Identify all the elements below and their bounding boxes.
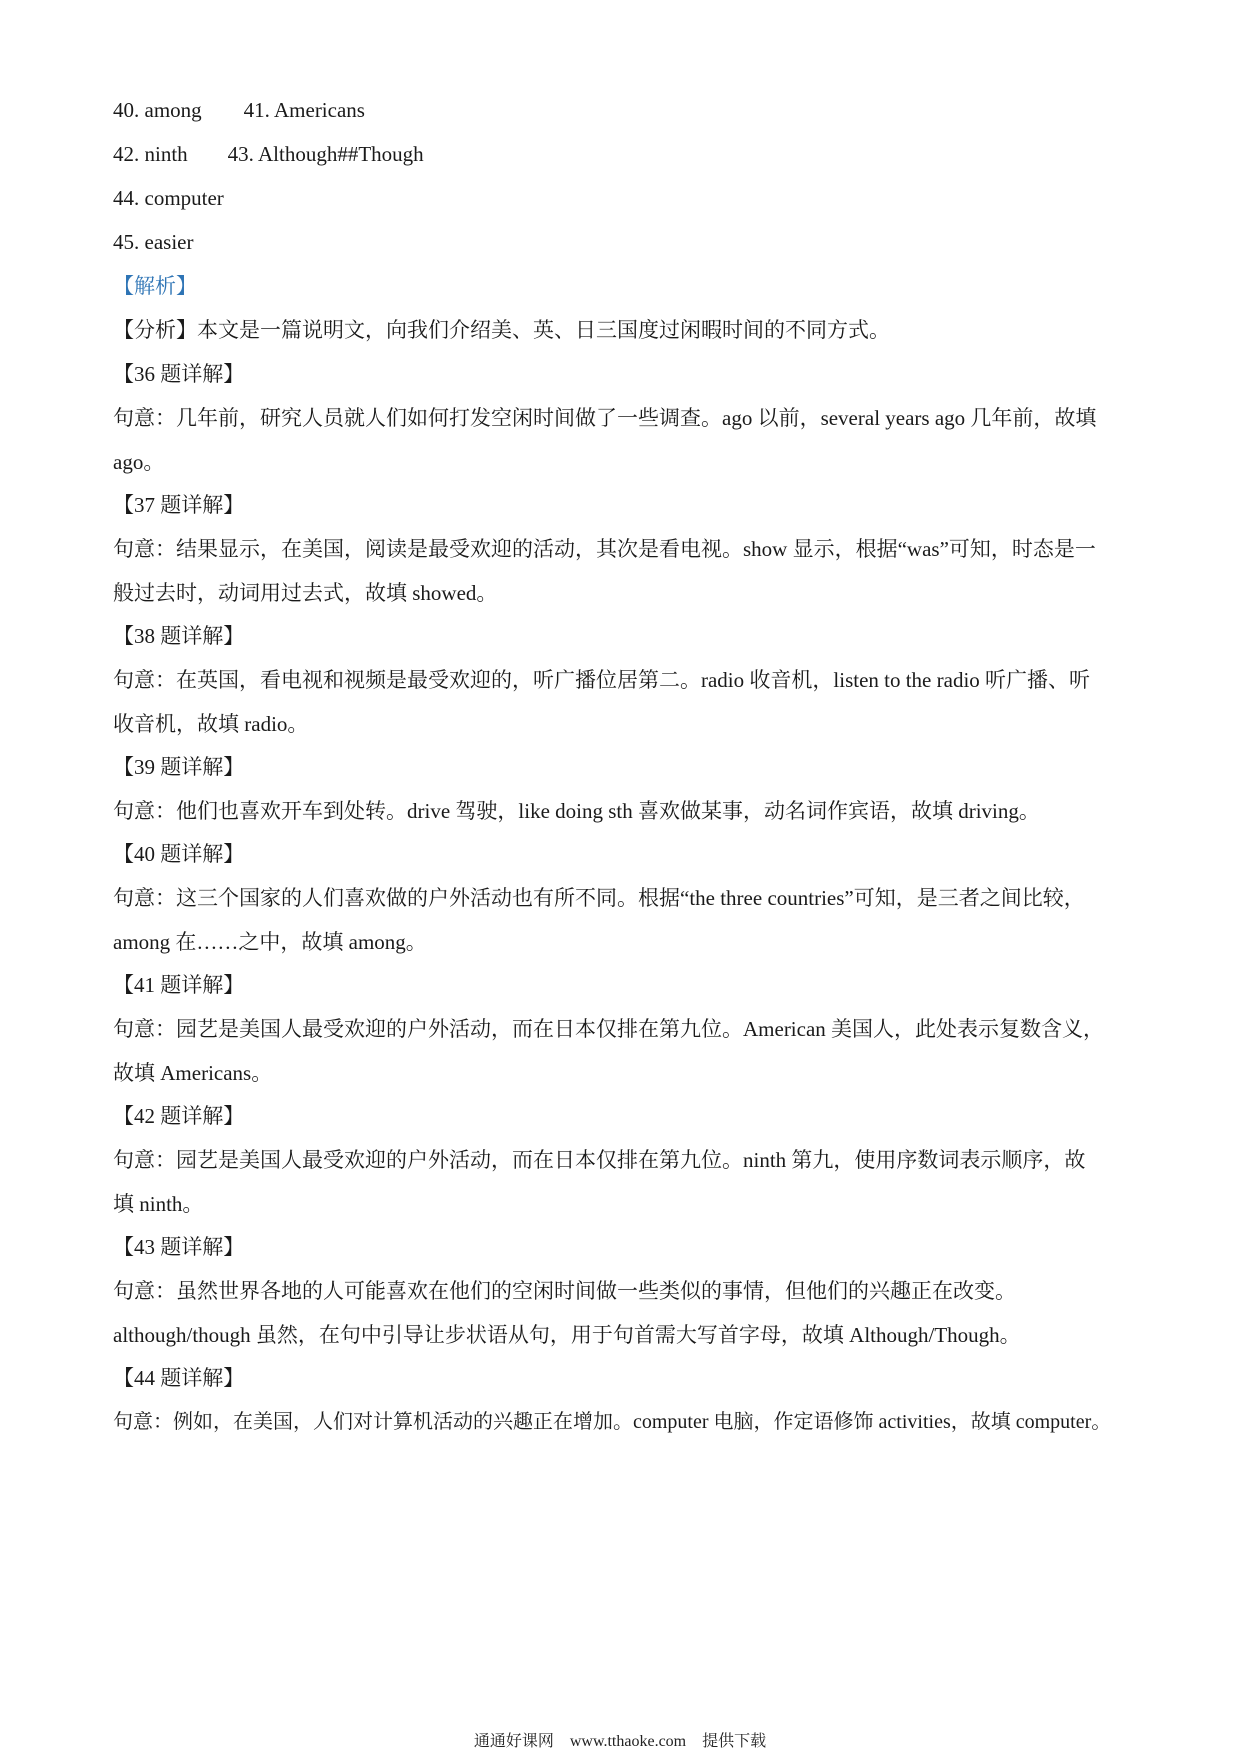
item-text-44-line1: 句意：例如，在美国，人们对计算机活动的兴趣正在增加。computer 电脑，作定语修饰 activities，故填 computer。	[113, 1411, 1112, 1433]
item-text-39-line1: 句意：他们也喜欢开车到处转。drive 驾驶，like doing sth 喜欢做某事，动名词作宾语，故填 driving。	[113, 799, 1040, 823]
item-heading-36: 【36 题详解】	[113, 362, 245, 386]
item-text-36-line1: 句意：几年前，研究人员就人们如何打发空闲时间做了一些调查。ago 以前，several years ago 几年前，故填	[113, 406, 1097, 430]
answer-42: 42. ninth	[113, 142, 188, 166]
analysis-summary: 【分析】本文是一篇说明文，向我们介绍美、英、日三国度过闲暇时间的不同方式。	[113, 318, 890, 342]
answer-row-42-43	[113, 140, 1133, 168]
answer-41: 41. Americans	[243, 98, 365, 122]
answer-44: 44. computer	[113, 186, 224, 210]
answer-45: 45. easier	[113, 230, 194, 254]
page-footer	[0, 1732, 1240, 1752]
answer-43: 43. Although##Though	[227, 142, 424, 166]
item-heading-37: 【37 题详解】	[113, 493, 245, 517]
footer-site-name: 通通好课网	[473, 1733, 554, 1750]
answer-40: 40. among	[113, 98, 202, 122]
item-text-38-line1: 句意：在英国，看电视和视频是最受欢迎的，听广播位居第二。radio 收音机，listen to the radio 听广播、听	[113, 668, 1091, 692]
item-heading-38: 【38 题详解】	[113, 624, 245, 648]
item-text-43-line1: 句意：虽然世界各地的人可能喜欢在他们的空闲时间做一些类似的事情，但他们的兴趣正在改变。	[113, 1279, 1016, 1303]
item-heading-43: 【43 题详解】	[113, 1235, 245, 1259]
item-text-38-line2: 收音机，故填 radio。	[113, 712, 309, 736]
item-text-42-line2: 填 ninth。	[113, 1192, 204, 1216]
item-text-41-line2: 故填 Americans。	[113, 1061, 273, 1085]
item-text-41-line1: 句意：园艺是美国人最受欢迎的户外活动，而在日本仅排在第九位。American 美国人，此处表示复数含义，	[113, 1017, 1105, 1041]
analysis-heading: 【解析】	[113, 274, 197, 298]
item-text-37-line1: 句意：结果显示，在美国，阅读是最受欢迎的活动，其次是看电视。show 显示，根据“was”可知，时态是一	[113, 537, 1096, 561]
item-heading-41: 【41 题详解】	[113, 973, 245, 997]
item-text-43-line2: although/though 虽然，在句中引导让步状语从句，用于句首需大写首字母，故填 Although/Though。	[113, 1323, 1021, 1347]
item-heading-44: 【44 题详解】	[113, 1366, 245, 1390]
item-heading-42: 【42 题详解】	[113, 1104, 245, 1128]
item-heading-40: 【40 题详解】	[113, 842, 245, 866]
item-heading-39: 【39 题详解】	[113, 755, 245, 779]
footer-note: 提供下载	[702, 1733, 767, 1750]
item-text-40-line1: 句意：这三个国家的人们喜欢做的户外活动也有所不同。根据“the three countries”可知，是三者之间比较，	[113, 886, 1085, 910]
item-text-40-line2: among 在……之中，故填 among。	[113, 930, 427, 954]
footer-url[interactable]: www.tthaoke.com	[569, 1733, 687, 1750]
item-text-36-line2: ago。	[113, 450, 165, 474]
item-text-42-line1: 句意：园艺是美国人最受欢迎的户外活动，而在日本仅排在第九位。ninth 第九，使用序数词表示顺序，故	[113, 1148, 1086, 1172]
item-text-37-line2: 般过去时，动词用过去式，故填 showed。	[113, 581, 498, 605]
answer-row-40-41	[113, 96, 1133, 124]
